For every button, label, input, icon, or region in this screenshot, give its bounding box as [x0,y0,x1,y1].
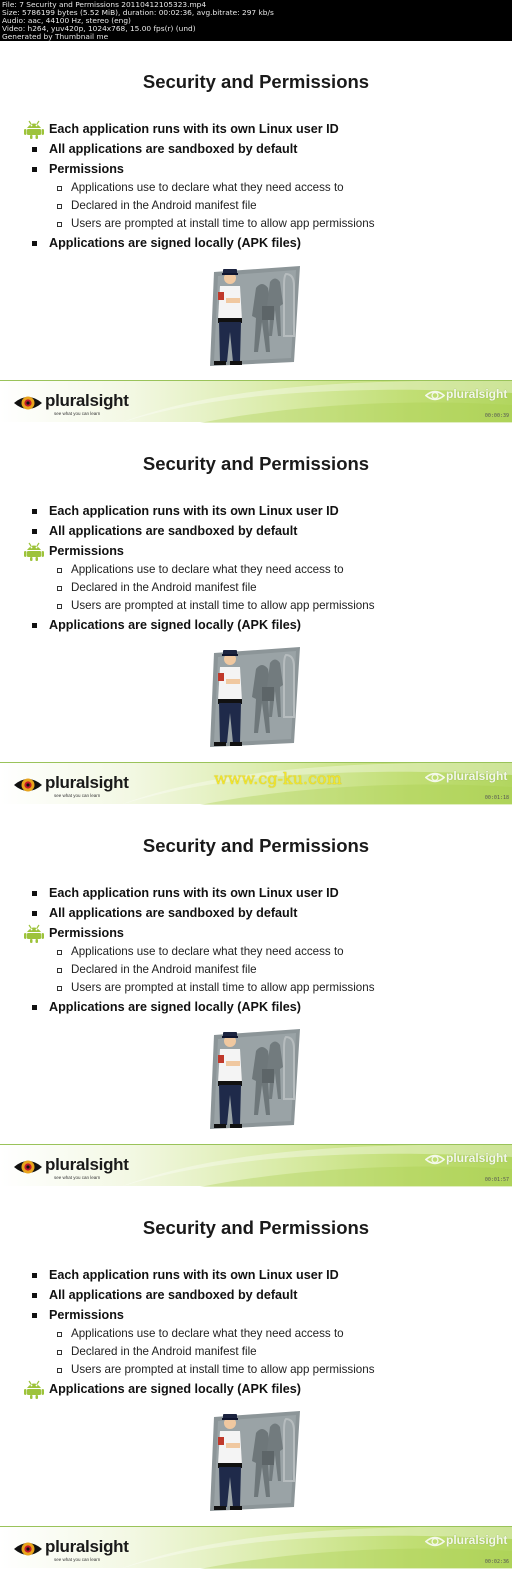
file-info: File: 7 Security and Permissions 20110412105323.mp4 [2,1,207,9]
bullet-text: Permissions [49,1308,124,1322]
bullet-text: Permissions [49,544,124,558]
pluralsight-footer-bar [0,1144,512,1186]
security-guard-illustration [204,266,300,370]
square-bullet-icon [32,1293,37,1298]
brand-name: pluralsight [446,387,508,401]
hollow-square-bullet-icon [57,986,62,991]
sub-bullet-text: Declared in the Android manifest file [71,581,257,594]
sub-bullet-text: Declared in the Android manifest file [71,963,257,976]
bullet-item [0,541,512,561]
square-bullet-icon [32,1005,37,1010]
bullet-text: All applications are sandboxed by default [49,142,298,156]
bullet-item [0,521,512,541]
slide-frame [0,1187,512,1569]
brand-tagline: see what you can learn [54,411,101,416]
pluralsight-footer-bar [0,380,512,422]
sub-bullet-text: Declared in the Android manifest file [71,1345,257,1358]
hollow-square-bullet-icon [57,968,62,973]
sub-bullet-item [0,197,512,215]
pluralsight-logo [13,1537,133,1565]
audio-info: Audio: aac, 44100 Hz, stereo (eng) [2,17,131,25]
bullet-list [0,1265,512,1399]
pluralsight-watermark-logo [425,769,510,789]
brand-name: pluralsight [45,1155,129,1174]
sub-bullet-text: Users are prompted at install time to allow app permissions [71,1363,375,1376]
sub-bullet-text: Users are prompted at install time to allow app permissions [71,599,375,612]
eye-outline-icon [425,771,445,784]
hollow-square-bullet-icon [57,1368,62,1373]
slide-title: Security and Permissions [142,835,370,856]
bullet-text: Permissions [49,926,124,940]
slide-title: Security and Permissions [142,1217,370,1238]
square-bullet-icon [32,1313,37,1318]
hollow-square-bullet-icon [57,222,62,227]
brand-name: pluralsight [446,1533,508,1547]
size-info: Size: 5786199 bytes (5.52 MiB), duration: 00:02:36, avg.bitrate: 297 kb/s [2,9,274,17]
eye-outline-icon [425,389,445,402]
sub-bullet-item [0,1361,512,1379]
eye-icon [13,1157,43,1177]
bullet-text: Each application runs with its own Linux user ID [49,122,339,136]
bullet-item [0,903,512,923]
sub-bullet-text: Applications use to declare what they need access to [71,945,344,958]
security-guard-illustration [204,1029,300,1133]
bullet-list [0,501,512,635]
bullet-item [0,1285,512,1305]
slide-frame [0,423,512,805]
bullet-text: Each application runs with its own Linux user ID [49,1268,339,1282]
sub-bullet-text: Applications use to declare what they need access to [71,181,344,194]
android-robot-icon [23,923,45,943]
sub-bullet-item [0,579,512,597]
slide-frame [0,805,512,1187]
sub-bullet-item [0,215,512,233]
sub-bullet-item [0,943,512,961]
pluralsight-logo [13,773,133,801]
sub-bullet-text: Applications use to declare what they need access to [71,563,344,576]
android-robot-icon [23,119,45,139]
bullet-list [0,883,512,1017]
video-info: Video: h264, yuv420p, 1024x768, 15.00 fps(r) (und) [2,25,196,33]
square-bullet-icon [32,529,37,534]
brand-name: pluralsight [446,769,508,783]
pluralsight-logo [13,391,133,419]
sub-bullet-text: Applications use to declare what they need access to [71,1327,344,1340]
bullet-text: Applications are signed locally (APK files) [49,618,301,632]
hollow-square-bullet-icon [57,586,62,591]
brand-name: pluralsight [446,1151,508,1165]
bullet-text: Each application runs with its own Linux user ID [49,504,339,518]
brand-name: pluralsight [45,391,129,410]
sub-bullet-text: Declared in the Android manifest file [71,199,257,212]
bullet-text: All applications are sandboxed by default [49,906,298,920]
bullet-text: Applications are signed locally (APK files) [49,236,301,250]
bullet-text: Each application runs with its own Linux user ID [49,886,339,900]
brand-tagline: see what you can learn [54,793,101,798]
android-robot-icon [23,1379,45,1399]
bullet-item [0,923,512,943]
slide-frame [0,41,512,423]
timestamp: 00:01:57 [484,1177,509,1183]
hollow-square-bullet-icon [57,1350,62,1355]
sub-bullet-item [0,1343,512,1361]
square-bullet-icon [32,891,37,896]
bullet-item [0,615,512,635]
slide-title: Security and Permissions [142,453,370,474]
bullet-text: Applications are signed locally (APK files) [49,1382,301,1396]
video-info-header [0,0,512,41]
bullet-item [0,883,512,903]
site-watermark: www.cg-ku.com [214,769,342,788]
pluralsight-watermark-logo [425,387,510,407]
hollow-square-bullet-icon [57,950,62,955]
square-bullet-icon [32,911,37,916]
sub-bullet-item [0,179,512,197]
pluralsight-watermark-logo [425,1533,510,1553]
brand-tagline: see what you can learn [54,1175,101,1180]
brand-tagline: see what you can learn [54,1557,101,1562]
bullet-item [0,233,512,253]
bullet-item [0,501,512,521]
hollow-square-bullet-icon [57,1332,62,1337]
bullet-item [0,1379,512,1399]
timestamp: 00:02:36 [484,1559,509,1565]
square-bullet-icon [32,167,37,172]
slide-title: Security and Permissions [142,71,370,92]
bullet-list [0,119,512,253]
sub-bullet-item [0,597,512,615]
sub-bullet-item [0,561,512,579]
hollow-square-bullet-icon [57,604,62,609]
bullet-item [0,1265,512,1285]
square-bullet-icon [32,241,37,246]
sub-bullet-item [0,1325,512,1343]
bullet-item [0,1305,512,1325]
square-bullet-icon [32,509,37,514]
bullet-item [0,139,512,159]
security-guard-illustration [204,647,300,751]
sub-bullet-item [0,961,512,979]
generator-info: Generated by Thumbnail me [2,33,109,41]
sub-bullet-item [0,979,512,997]
bullet-item [0,119,512,139]
hollow-square-bullet-icon [57,568,62,573]
eye-outline-icon [425,1535,445,1548]
bullet-text: Permissions [49,162,124,176]
pluralsight-logo [13,1155,133,1183]
bullet-text: All applications are sandboxed by default [49,524,298,538]
pluralsight-footer-bar [0,762,512,804]
bullet-text: All applications are sandboxed by default [49,1288,298,1302]
square-bullet-icon [32,147,37,152]
android-robot-icon [23,541,45,561]
square-bullet-icon [32,623,37,628]
hollow-square-bullet-icon [57,204,62,209]
sub-bullet-text: Users are prompted at install time to allow app permissions [71,981,375,994]
sub-bullet-text: Users are prompted at install time to allow app permissions [71,217,375,230]
eye-icon [13,775,43,795]
pluralsight-footer-bar [0,1526,512,1568]
bullet-item [0,159,512,179]
pluralsight-watermark-logo [425,1151,510,1171]
square-bullet-icon [32,1273,37,1278]
eye-icon [13,393,43,413]
eye-icon [13,1539,43,1559]
bullet-text: Applications are signed locally (APK files) [49,1000,301,1014]
eye-outline-icon [425,1153,445,1166]
timestamp: 00:01:18 [484,795,509,801]
timestamp: 00:00:39 [484,413,509,419]
brand-name: pluralsight [45,773,129,792]
bullet-item [0,997,512,1017]
brand-name: pluralsight [45,1537,129,1556]
security-guard-illustration [204,1411,300,1515]
hollow-square-bullet-icon [57,186,62,191]
